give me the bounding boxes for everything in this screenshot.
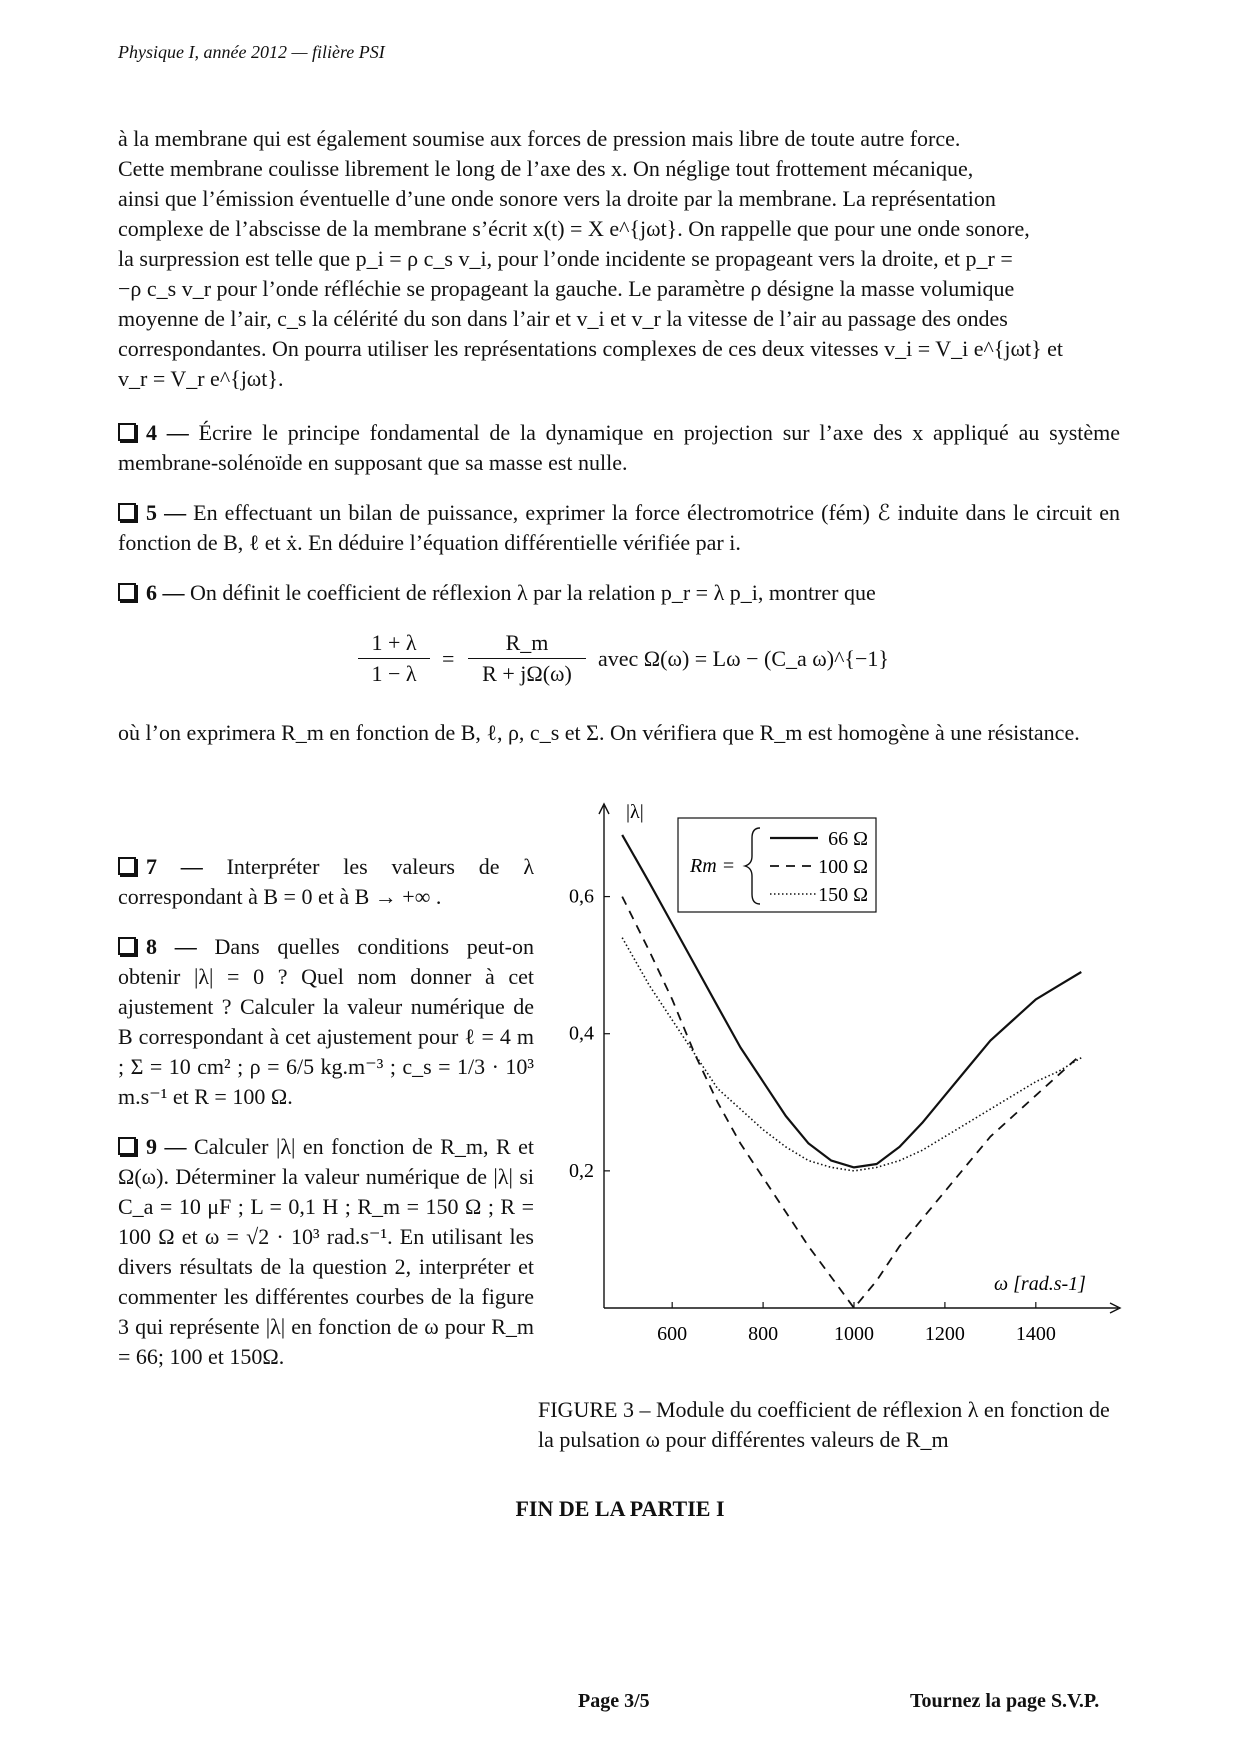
y-tick-label: 0,4 xyxy=(569,1022,594,1045)
equals-sign: = xyxy=(442,646,455,671)
x-tick-label: 1000 xyxy=(834,1323,874,1345)
question-9 xyxy=(118,1132,534,1372)
checkbox-icon xyxy=(118,937,136,955)
question-text: Écrire le principe fondamental de la dynamique en projection sur l’axe des x appliqué au système membrane-solénoïde en supposant que sa masse est nulle. xyxy=(118,420,1121,475)
y-axis-label: |λ| xyxy=(626,801,644,823)
chart-legend xyxy=(678,818,876,912)
legend-label: 150 Ω xyxy=(818,884,868,906)
legend-label: 66 Ω xyxy=(828,828,868,850)
question-number: 7 — xyxy=(146,854,203,879)
question-8 xyxy=(118,932,534,1112)
question-number: 8 — xyxy=(146,934,197,959)
x-tick-label: 1400 xyxy=(1015,1323,1056,1345)
lhs-numerator: 1 + λ xyxy=(358,630,430,659)
question-text: Dans quelles conditions peut-on obtenir |λ| = 0 ? Quel nom donner à cet ajustement ? Calculer la valeur numérique de B correspondant à cet ajustement pour ℓ = 4 m ; Σ = 10 cm² ; ρ = 6/5 kg.m⁻³ ; c_s = 1/3 · 10³ m.s⁻¹ et R = 100 Ω. xyxy=(118,934,534,1109)
after-equation-text: où l’on exprimera R_m en fonction de B, ℓ, ρ, c_s et Σ. On vérifiera que R_m est homogène à une résistance. xyxy=(118,720,1080,745)
question-number: 5 — xyxy=(146,500,187,525)
question-6 xyxy=(118,578,1120,608)
question-text: Interpréter les valeurs de λ correspondant à B = 0 et à B → +∞ . xyxy=(118,854,534,909)
question-text: Calculer |λ| en fonction de R_m, R et Ω(ω). Déterminer la valeur numérique de |λ| si C_a = 10 μF ; L = 0,1 H ; R_m = 150 Ω ; R = 100 Ω et ω = √2 · 10³ rad.s⁻¹. En utilisant les divers résultats de la question 2, interpréter et commenter les différentes courbes de la figure 3 qui représente |λ| en fonction de ω pour R_m = 66; 100 et 150Ω. xyxy=(118,1134,534,1369)
intro-line: complexe de l’abscisse de la membrane s’écrit x(t) = X e^{jωt}. On rappelle que pour une onde sonore, xyxy=(118,216,1030,241)
x-tick-label: 800 xyxy=(748,1323,779,1345)
intro-line: moyenne de l’air, c_s la célérité du son dans l’air et v_i et v_r la vitesse de l’air au passage des ondes xyxy=(118,306,1008,331)
intro-line: Cette membrane coulisse librement le long de l’axe des x. On néglige tout frottement mécanique, xyxy=(118,156,974,181)
reflection-chart xyxy=(540,790,1130,1350)
lhs-fraction xyxy=(358,630,430,687)
x-tick-label: 600 xyxy=(657,1323,688,1345)
y-tick-label: 0,6 xyxy=(569,885,594,908)
omega-definition: avec Ω(ω) = Lω − (C_a ω)^{−1} xyxy=(598,646,889,671)
lhs-denominator: 1 − λ xyxy=(371,661,417,686)
checkbox-icon xyxy=(118,503,136,521)
y-tick-label: 0,2 xyxy=(569,1159,594,1182)
figure-caption: FIGURE 3 – Module du coefficient de réflexion λ en fonction de la pulsation ω pour différentes valeurs de R_m xyxy=(538,1397,1110,1452)
chart-ticks xyxy=(569,886,1056,1345)
question-number: 9 — xyxy=(146,1134,187,1159)
question-5 xyxy=(118,498,1120,558)
question-number: 4 — xyxy=(146,420,189,445)
legend-label: 100 Ω xyxy=(818,856,868,878)
checkbox-icon xyxy=(118,1137,136,1155)
question-text: En effectuant un bilan de puissance, exprimer la force électromotrice (fém) ℰ induite dans le circuit en fonction de B, ℓ et ẋ. En déduire l’équation différentielle vérifiée par i. xyxy=(118,500,1121,555)
question-number: 6 — xyxy=(146,580,185,605)
legend-prefix: Rm = xyxy=(690,855,736,877)
intro-line: à la membrane qui est également soumise aux forces de pression mais libre de toute autre force. xyxy=(118,126,961,151)
x-tick-label: 1200 xyxy=(924,1323,965,1345)
checkbox-icon xyxy=(118,423,136,441)
page-number: Page 3/5 xyxy=(578,1690,650,1712)
x-axis-label: ω [rad.s-1] xyxy=(994,1273,1086,1295)
checkbox-icon xyxy=(118,857,136,875)
turn-page-note: Tournez la page S.V.P. xyxy=(910,1690,1100,1712)
intro-line: v_r = V_r e^{jωt}. xyxy=(118,366,284,391)
question-4 xyxy=(118,418,1120,478)
intro-line: −ρ c_s v_r pour l’onde réfléchie se propageant la gauche. Le paramètre ρ désigne la masse volumique xyxy=(118,276,1015,301)
intro-line: correspondantes. On pourra utiliser les représentations complexes de ces deux vitesses v_i = V_i e^{jωt} et xyxy=(118,336,1064,361)
rhs-numerator: R_m xyxy=(468,630,586,659)
checkbox-icon xyxy=(118,583,136,601)
intro-paragraph xyxy=(118,124,1120,394)
end-of-part: FIN DE LA PARTIE I xyxy=(515,1496,725,1521)
rhs-fraction xyxy=(468,630,586,687)
intro-line: ainsi que l’émission éventuelle d’une onde sonore vers la droite par la membrane. La représentation xyxy=(118,186,996,211)
question-text: On définit le coefficient de réflexion λ par la relation p_r = λ p_i, montrer que xyxy=(190,580,876,605)
intro-line: la surpression est telle que p_i = ρ c_s v_i, pour l’onde incidente se propageant vers la droite, et p_r = xyxy=(118,246,1013,271)
rhs-denominator: R + jΩ(ω) xyxy=(482,661,572,686)
reflection-equation xyxy=(0,620,1240,700)
running-header: Physique I, année 2012 — filière PSI xyxy=(118,42,385,62)
question-7 xyxy=(118,852,534,912)
series-line-150 xyxy=(622,938,1081,1171)
